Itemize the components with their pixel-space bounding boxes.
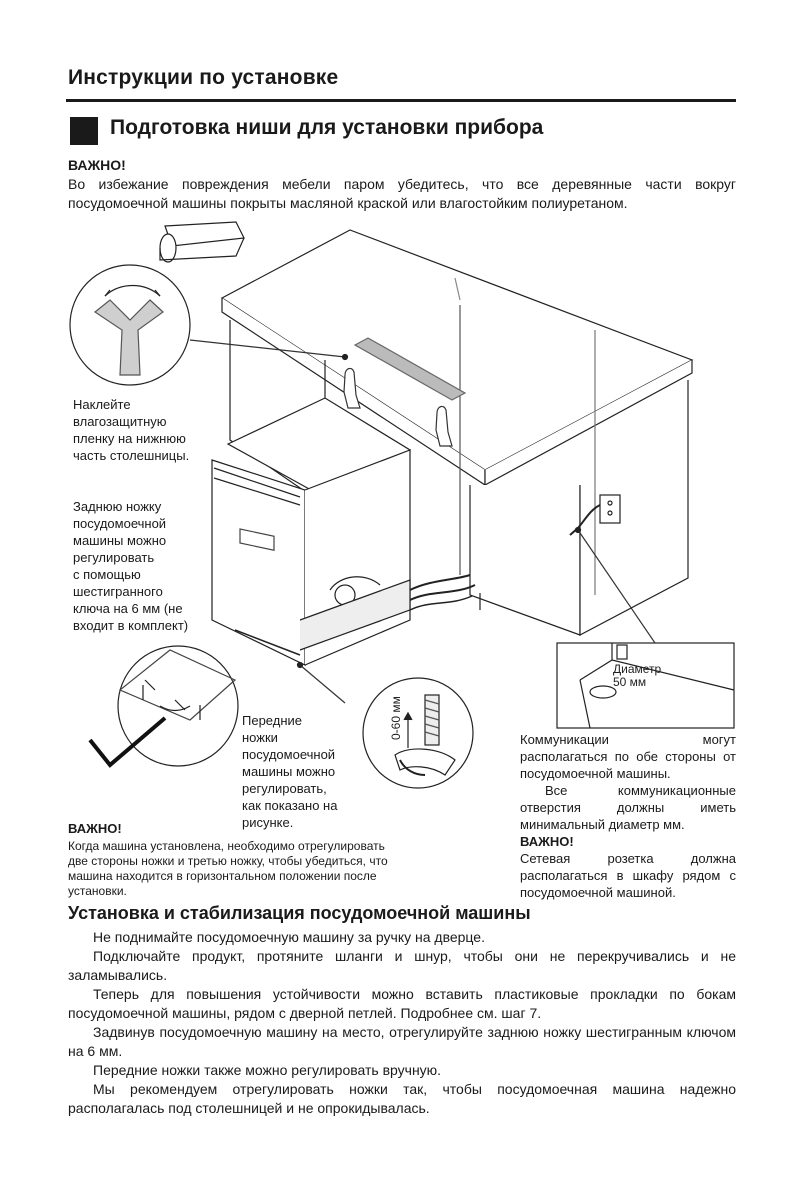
- install-body: [68, 928, 736, 1118]
- rear-foot-callout-line: входит в комплект): [73, 618, 189, 633]
- film-callout: [73, 396, 213, 464]
- page-title: Инструкции по установке: [68, 66, 339, 89]
- rear-foot-callout-line: посудомоечной: [73, 516, 167, 531]
- section-title: Подготовка ниши для установки прибора: [110, 116, 544, 139]
- adjustment-range-label: 0-60 мм: [389, 696, 403, 740]
- front-feet-callout-line: машины можно: [242, 764, 336, 779]
- front-feet-callout-line: посудомоечной: [242, 747, 336, 762]
- install-paragraph: Передние ножки также можно регулировать вручную.: [93, 1062, 442, 1078]
- front-feet-callout-line: рисунке.: [242, 815, 294, 830]
- diameter-value: 50 мм: [613, 675, 647, 689]
- install-paragraph: Теперь для повышения устойчивости можно вставить пластиковые прокладки по бокам посудомоечной машины, рядом с дверной петлей. Подробнее см. шаг 7.: [68, 986, 736, 1021]
- rear-foot-callout-line: шестигранного: [73, 584, 163, 599]
- diameter-label: Диаметр: [613, 662, 662, 676]
- rear-foot-callout-line: с помощью: [73, 567, 141, 582]
- install-section-title: Установка и стабилизация посудомоечной машины: [68, 903, 531, 923]
- film-callout-line: пленку на нижнюю: [73, 431, 186, 446]
- film-callout-line: влагозащитную: [73, 414, 167, 429]
- utilities-text-3: Сетевая розетка должна располагаться в шкафу рядом с посудомоечной машиной.: [520, 851, 736, 900]
- utilities-text-2: Все коммуникационные отверстия должны иметь минимальный диаметр мм.: [520, 783, 736, 832]
- front-feet-callout: [242, 712, 372, 831]
- rear-foot-callout-line: ключа на 6 мм (не: [73, 601, 183, 616]
- front-feet-callout-line: ножки: [242, 730, 278, 745]
- level-important-label: ВАЖНО!: [68, 821, 122, 836]
- install-paragraph: Подключайте продукт, протяните шланги и шнур, чтобы они не перекручивались и не заламывались.: [68, 948, 736, 983]
- film-roll-icon: [160, 222, 244, 262]
- utilities-text: [520, 731, 736, 901]
- front-feet-callout-line: Передние: [242, 713, 303, 728]
- rear-foot-callout: [73, 498, 218, 634]
- level-important-text: Когда машина установлена, необходимо отрегулировать две стороны ножки и третью ножку, чтобы убедиться, что машина находится в горизонтальном положении после установки.: [68, 839, 388, 898]
- install-paragraph: Задвинув посудомоечную машину на место, отрегулируйте заднюю ножку шестигранным ключом на 6 мм.: [68, 1024, 736, 1059]
- foot-screw-detail-circle: [363, 678, 473, 788]
- install-paragraph: Не поднимайте посудомоечную машину за ручку на дверце.: [93, 929, 485, 945]
- intro-text: Во избежание повреждения мебели паром убедитесь, что все деревянные части вокруг посудомоечной машины покрыты масляной краской или влагостойким полиуретаном.: [68, 176, 736, 211]
- film-callout-line: часть столешницы.: [73, 448, 190, 463]
- install-paragraph: Мы рекомендуем отрегулировать ножки так, чтобы посудомоечная машина надежно располагалась под столешницей и не опрокидывалась.: [68, 1081, 736, 1116]
- film-callout-line: Наклейте: [73, 397, 131, 412]
- intro-important-label: ВАЖНО!: [68, 157, 126, 173]
- rear-foot-callout-line: машины можно: [73, 533, 167, 548]
- rear-foot-callout-line: регулировать: [73, 550, 155, 565]
- front-feet-callout-line: как показано на: [242, 798, 338, 813]
- front-feet-callout-line: регулировать,: [242, 781, 327, 796]
- section-marker-square: [70, 117, 98, 145]
- utilities-important-label: ВАЖНО!: [520, 834, 574, 849]
- utilities-text-1: Коммуникации могут располагаться по обе стороны от посудомоечной машины.: [520, 732, 736, 781]
- title-divider: [66, 99, 736, 102]
- rear-foot-callout-line: Заднюю ножку: [73, 499, 162, 514]
